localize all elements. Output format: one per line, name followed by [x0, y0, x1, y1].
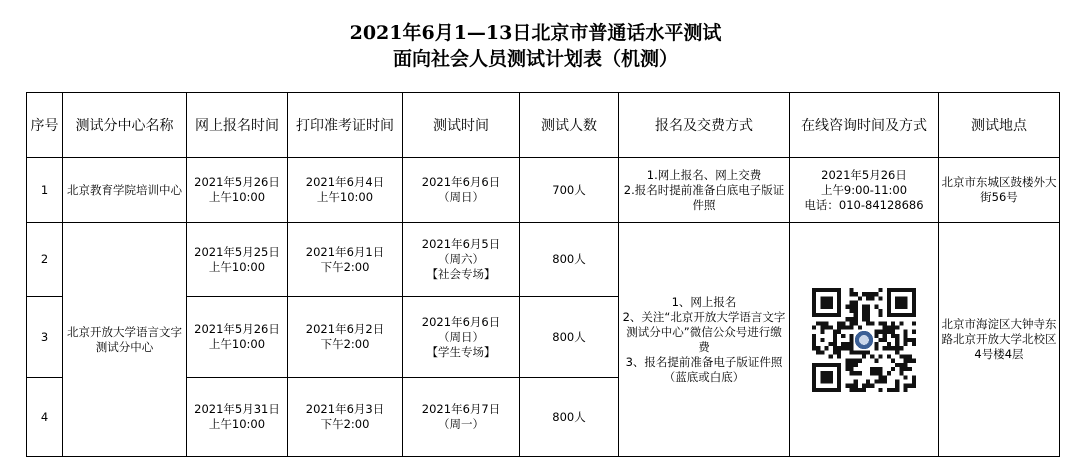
- row-no: 2: [27, 223, 63, 297]
- registration-time: 2021年5月31日 上午10:00: [187, 378, 288, 457]
- test-center-name: 北京开放大学语言文字测试分中心: [63, 223, 187, 457]
- header-print-time: 打印准考证时间: [288, 93, 403, 158]
- test-count: 800人: [520, 223, 619, 297]
- table-row: [27, 223, 1060, 297]
- document-title-line1: 2021年6月1—13日北京市普通话水平测试: [349, 22, 722, 44]
- registration-time: 2021年5月26日 上午10:00: [187, 297, 288, 378]
- header-consult: 在线咨询时间及方式: [790, 93, 939, 158]
- header-test-time: 测试时间: [403, 93, 520, 158]
- row-no: 1: [27, 158, 63, 223]
- header-no: 序号: [27, 93, 63, 158]
- test-count: 700人: [520, 158, 619, 223]
- table-row: [27, 158, 1060, 223]
- header-row: [27, 93, 1060, 158]
- schedule-table: [26, 92, 1060, 457]
- print-ticket-time: 2021年6月1日 下午2:00: [288, 223, 403, 297]
- test-location: 北京市东城区鼓楼外大街56号: [939, 158, 1060, 223]
- test-time: 2021年6月6日 （周日）: [403, 158, 520, 223]
- header-center: 测试分中心名称: [63, 93, 187, 158]
- payment-method: 1、网上报名 2、关注“北京开放大学语言文字测试分中心”微信公众号进行缴费 3、报名提前准备电子版证件照（蓝底或白底）: [619, 223, 790, 457]
- document-title-line2: 面向社会人员测试计划表（机测）: [392, 48, 678, 70]
- registration-time: 2021年5月25日 上午10:00: [187, 223, 288, 297]
- row-no: 3: [27, 297, 63, 378]
- print-ticket-time: 2021年6月4日 上午10:00: [288, 158, 403, 223]
- header-payment: 报名及交费方式: [619, 93, 790, 158]
- test-time: 2021年6月5日 （周六） 【社会专场】: [403, 223, 520, 297]
- print-ticket-time: 2021年6月3日 下午2:00: [288, 378, 403, 457]
- test-time: 2021年6月6日 （周日） 【学生专场】: [403, 297, 520, 378]
- header-count: 测试人数: [520, 93, 619, 158]
- test-time: 2021年6月7日 （周一）: [403, 378, 520, 457]
- consult-qr-cell: [790, 223, 939, 457]
- test-location: 北京市海淀区大钟寺东路北京开放大学北校区4号楼4层: [939, 223, 1060, 457]
- test-center-name: 北京教育学院培训中心: [63, 158, 187, 223]
- row-no: 4: [27, 378, 63, 457]
- test-count: 800人: [520, 297, 619, 378]
- print-ticket-time: 2021年6月2日 下午2:00: [288, 297, 403, 378]
- test-count: 800人: [520, 378, 619, 457]
- registration-time: 2021年5月26日 上午10:00: [187, 158, 288, 223]
- qr-code-icon[interactable]: [812, 288, 916, 392]
- payment-method: 1.网上报名、网上交费 2.报名时提前准备白底电子版证件照: [619, 158, 790, 223]
- header-reg-time: 网上报名时间: [187, 93, 288, 158]
- header-location: 测试地点: [939, 93, 1060, 158]
- consult-info: 2021年5月26日 上午9:00-11:00 电话：010-84128686: [790, 158, 939, 223]
